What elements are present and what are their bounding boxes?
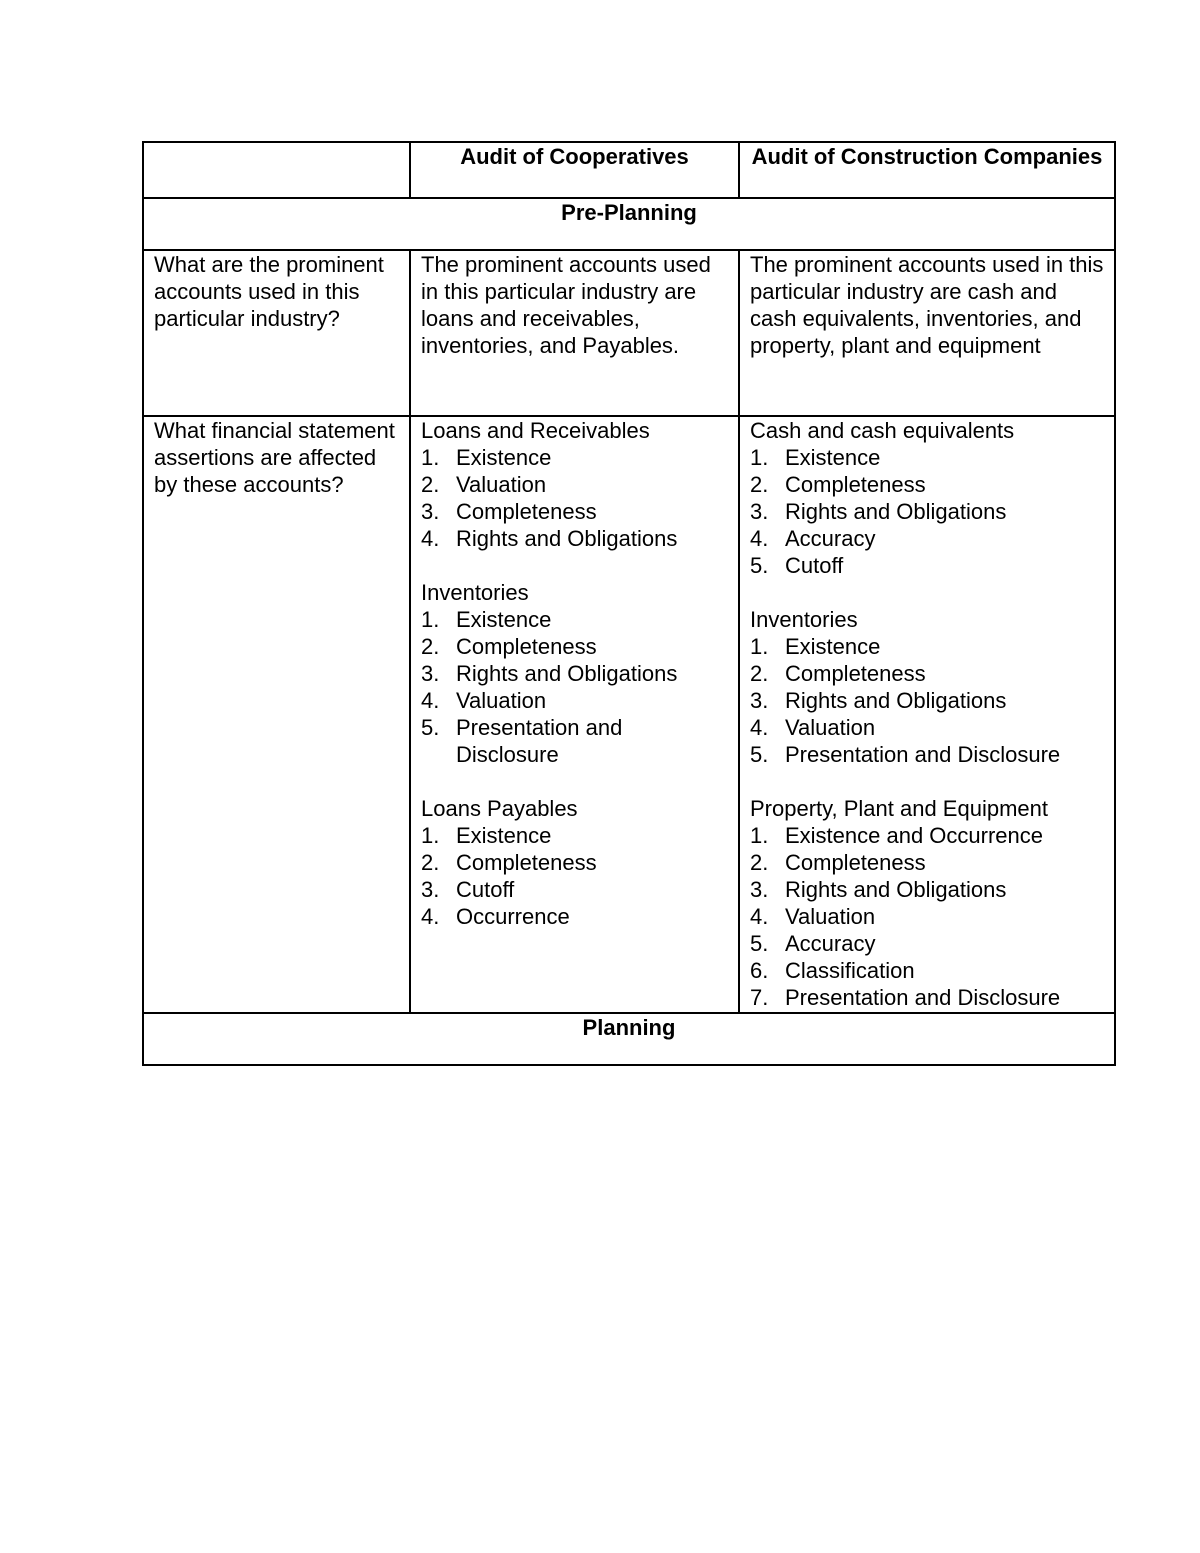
table-row bbox=[143, 250, 1115, 416]
list-number: 4. bbox=[750, 904, 769, 929]
assertion-text: Presentation and Disclosure bbox=[785, 742, 1061, 767]
question-cell: What are the prominent accounts used in this particular industry? bbox=[143, 250, 410, 416]
assertion-text: Existence and Occurrence bbox=[785, 823, 1044, 848]
list-item bbox=[750, 876, 1104, 903]
section-row-planning bbox=[143, 1013, 1115, 1065]
assertion-text: Valuation bbox=[456, 688, 547, 713]
assertion-text: Completeness bbox=[785, 850, 926, 875]
assertion-text: Existence bbox=[785, 634, 881, 659]
list-item bbox=[750, 822, 1104, 849]
list-item bbox=[750, 741, 1104, 768]
account-group-title: Loans and Receivables bbox=[421, 418, 650, 443]
assertion-text: Rights and Obligations bbox=[456, 526, 678, 551]
cooperatives-answer-cell: The prominent accounts used in this particular industry are loans and receivables, inventories, and Payables. bbox=[410, 250, 739, 416]
assertion-list bbox=[421, 606, 728, 768]
account-group-title: Property, Plant and Equipment bbox=[750, 796, 1048, 821]
assertion-text: Cutoff bbox=[456, 877, 515, 902]
header-cell-blank bbox=[143, 142, 410, 198]
list-item bbox=[421, 525, 728, 552]
list-number: 3. bbox=[750, 688, 769, 713]
assertion-text: Accuracy bbox=[785, 931, 876, 956]
list-number: 3. bbox=[421, 661, 440, 686]
assertion-text: Completeness bbox=[456, 634, 597, 659]
list-number: 4. bbox=[421, 688, 440, 713]
list-item bbox=[750, 660, 1104, 687]
list-number: 5. bbox=[750, 742, 769, 767]
cooperatives-assertions-cell bbox=[410, 416, 739, 1013]
group-spacer bbox=[421, 768, 728, 795]
assertion-text: Presentation and Disclosure bbox=[785, 985, 1061, 1010]
assertion-text: Rights and Obligations bbox=[456, 661, 678, 686]
account-group-title: Cash and cash equivalents bbox=[750, 418, 1015, 443]
list-item bbox=[750, 444, 1104, 471]
list-item bbox=[421, 498, 728, 525]
list-number: 1. bbox=[750, 634, 769, 659]
assertion-text: Occurrence bbox=[456, 904, 570, 929]
list-item bbox=[750, 903, 1104, 930]
list-item bbox=[421, 471, 728, 498]
list-item bbox=[750, 930, 1104, 957]
list-item bbox=[421, 822, 728, 849]
header-cell-cooperatives: Audit of Cooperatives bbox=[410, 142, 739, 198]
assertion-text: Valuation bbox=[785, 715, 876, 740]
question-cell: What financial statement assertions are affected by these accounts? bbox=[143, 416, 410, 1013]
list-item bbox=[421, 849, 728, 876]
assertion-text: Valuation bbox=[785, 904, 876, 929]
construction-answer-cell: The prominent accounts used in this particular industry are cash and cash equivalents, inventories, and property, plant and equipment bbox=[739, 250, 1115, 416]
list-number: 4. bbox=[750, 526, 769, 551]
assertion-text: Existence bbox=[456, 445, 552, 470]
assertion-text: Existence bbox=[785, 445, 881, 470]
list-item bbox=[421, 606, 728, 633]
assertion-text: Existence bbox=[456, 607, 552, 632]
list-number: 2. bbox=[750, 661, 769, 686]
list-number: 4. bbox=[421, 904, 440, 929]
list-number: 1. bbox=[421, 607, 440, 632]
assertion-text: Cutoff bbox=[785, 553, 844, 578]
list-number: 2. bbox=[421, 472, 440, 497]
table-header-row bbox=[143, 142, 1115, 198]
list-item bbox=[421, 633, 728, 660]
assertion-list bbox=[421, 822, 728, 930]
list-number: 1. bbox=[421, 823, 440, 848]
list-item bbox=[750, 633, 1104, 660]
assertion-groups bbox=[421, 417, 728, 930]
assertion-text: Completeness bbox=[456, 499, 597, 524]
list-item bbox=[750, 498, 1104, 525]
list-item bbox=[750, 714, 1104, 741]
section-title-planning: Planning bbox=[143, 1013, 1115, 1065]
list-item bbox=[421, 714, 728, 768]
header-cell-construction: Audit of Construction Companies bbox=[739, 142, 1115, 198]
assertion-text: Presentation and Disclosure bbox=[456, 715, 623, 767]
list-number: 3. bbox=[750, 499, 769, 524]
list-item bbox=[421, 444, 728, 471]
account-group-title: Inventories bbox=[750, 607, 858, 632]
list-number: 5. bbox=[421, 715, 440, 740]
account-group-title: Inventories bbox=[421, 580, 529, 605]
assertion-text: Accuracy bbox=[785, 526, 876, 551]
assertion-list bbox=[750, 633, 1104, 768]
list-number: 7. bbox=[750, 985, 769, 1010]
assertion-list bbox=[750, 822, 1104, 1011]
list-item bbox=[750, 984, 1104, 1011]
section-title-preplanning: Pre-Planning bbox=[143, 198, 1115, 250]
assertion-list bbox=[421, 444, 728, 552]
list-number: 1. bbox=[750, 445, 769, 470]
list-item bbox=[750, 957, 1104, 984]
assertion-text: Rights and Obligations bbox=[785, 499, 1007, 524]
assertion-list bbox=[750, 444, 1104, 579]
section-row-preplanning bbox=[143, 198, 1115, 250]
list-number: 6. bbox=[750, 958, 769, 983]
group-spacer bbox=[750, 579, 1104, 606]
list-number: 5. bbox=[750, 931, 769, 956]
list-item bbox=[421, 876, 728, 903]
assertion-text: Rights and Obligations bbox=[785, 688, 1007, 713]
audit-comparison-table bbox=[142, 141, 1116, 1066]
assertion-text: Completeness bbox=[785, 661, 926, 686]
assertion-text: Rights and Obligations bbox=[785, 877, 1007, 902]
assertion-text: Classification bbox=[785, 958, 915, 983]
account-group-title: Loans Payables bbox=[421, 796, 578, 821]
list-item bbox=[750, 471, 1104, 498]
table-row bbox=[143, 416, 1115, 1013]
list-number: 2. bbox=[421, 850, 440, 875]
list-item bbox=[750, 849, 1104, 876]
assertion-text: Completeness bbox=[456, 850, 597, 875]
group-spacer bbox=[421, 552, 728, 579]
list-item bbox=[750, 552, 1104, 579]
assertion-text: Existence bbox=[456, 823, 552, 848]
list-number: 4. bbox=[421, 526, 440, 551]
list-item bbox=[421, 903, 728, 930]
list-item bbox=[750, 525, 1104, 552]
group-spacer bbox=[750, 768, 1104, 795]
list-number: 3. bbox=[421, 499, 440, 524]
list-number: 4. bbox=[750, 715, 769, 740]
assertion-text: Valuation bbox=[456, 472, 547, 497]
list-number: 2. bbox=[421, 634, 440, 659]
list-number: 2. bbox=[750, 850, 769, 875]
list-number: 1. bbox=[421, 445, 440, 470]
list-number: 5. bbox=[750, 553, 769, 578]
list-item bbox=[421, 660, 728, 687]
list-number: 2. bbox=[750, 472, 769, 497]
list-number: 3. bbox=[421, 877, 440, 902]
list-item bbox=[750, 687, 1104, 714]
assertion-text: Completeness bbox=[785, 472, 926, 497]
assertion-groups bbox=[750, 417, 1104, 1011]
list-number: 3. bbox=[750, 877, 769, 902]
construction-assertions-cell bbox=[739, 416, 1115, 1013]
list-item bbox=[421, 687, 728, 714]
list-number: 1. bbox=[750, 823, 769, 848]
